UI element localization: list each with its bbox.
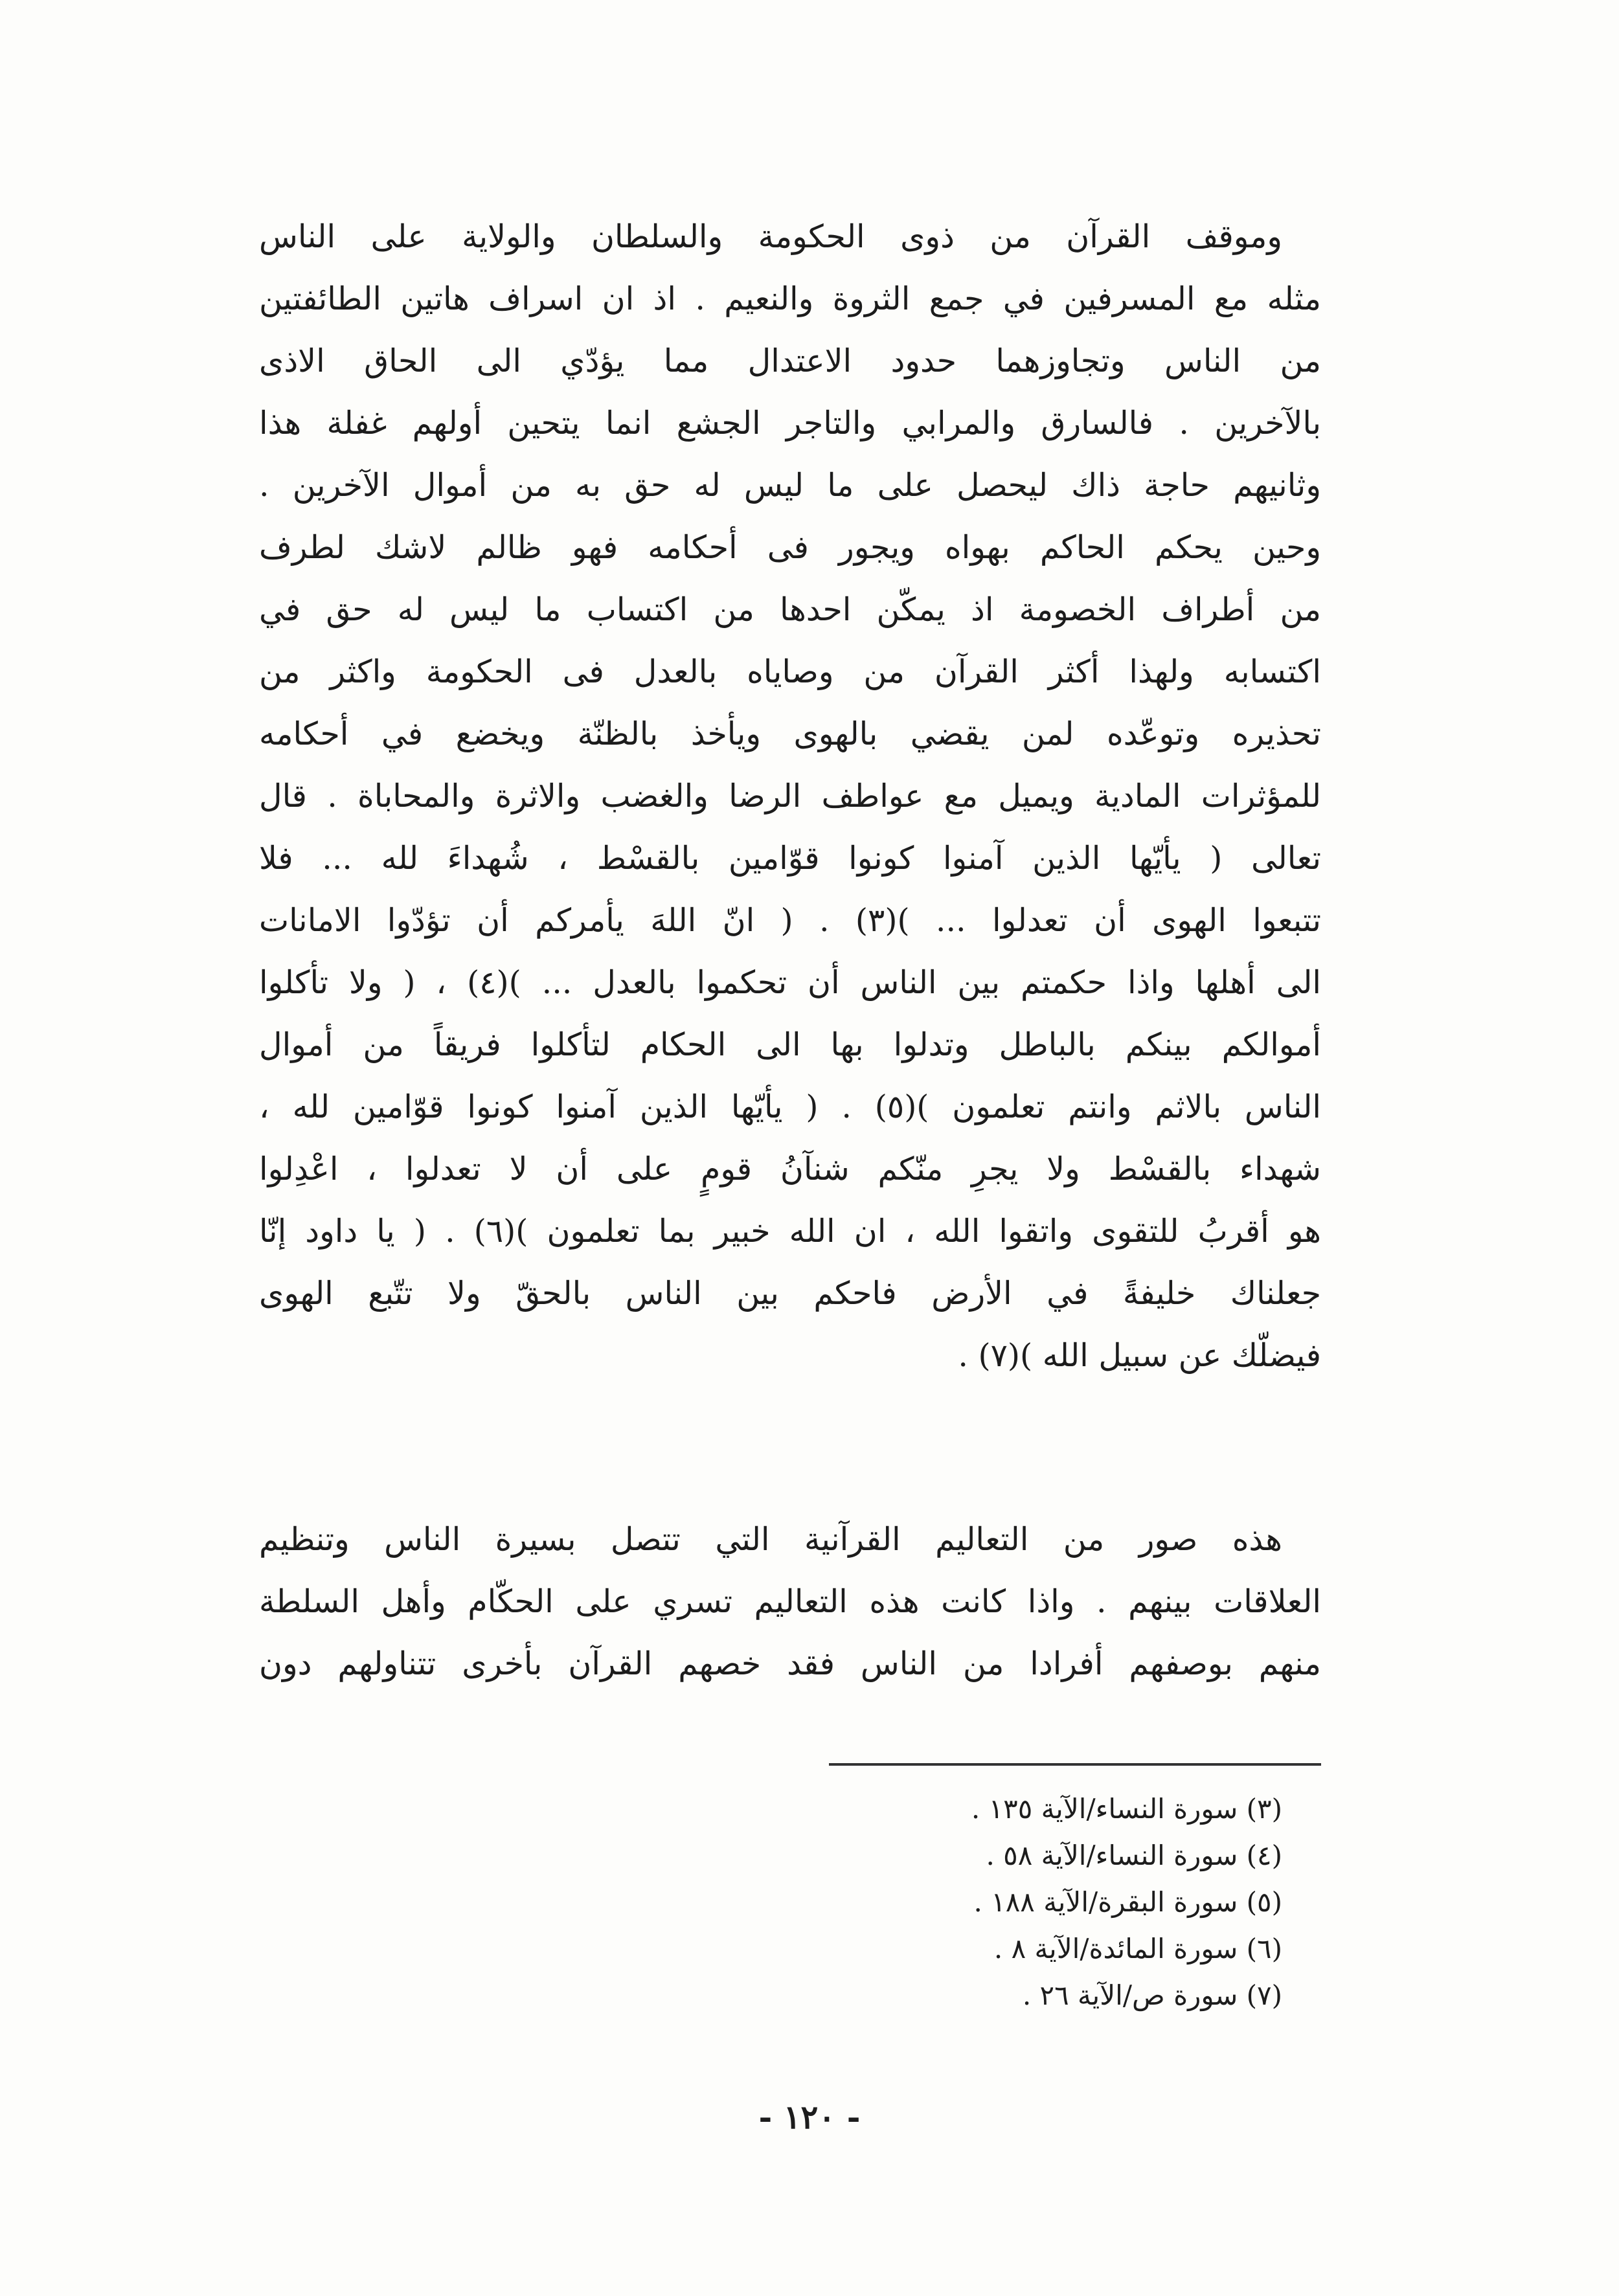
text-line: من أطراف الخصومة اذ يمكّن احدها من اكتساب ما ليس له حق في bbox=[259, 591, 1321, 628]
body-paragraph-2 bbox=[259, 1509, 1321, 1695]
footnotes bbox=[635, 1786, 1282, 2019]
text-line: بالآخرين . فالسارق والمرابي والتاجر الجشع انما يتحين أولهم غفلة هذا bbox=[259, 405, 1321, 442]
text-line: وثانيهم حاجة ذاك ليحصل على ما ليس له حق به من أموال الآخرين . bbox=[259, 467, 1321, 504]
text-line: تعالى ( يأيّها الذين آمنوا كونوا قوّامين بالقسْط ، شُهداءَ لله ... فلا bbox=[259, 840, 1321, 877]
text-line: للمؤثرات المادية ويميل مع عواطف الرضا والغضب والاثرة والمحاباة . قال bbox=[259, 778, 1321, 815]
footnote-item: (٧) سورة ص/الآية ٢٦ . bbox=[1022, 1979, 1282, 2011]
text-line: تحذيره وتوعّده لمن يقضي بالهوى ويأخذ بالظنّة ويخضع في أحكامه bbox=[259, 715, 1321, 752]
text-line: اكتسابه ولهذا أكثر القرآن من وصاياه بالعدل فى الحكومة واكثر من bbox=[259, 653, 1321, 690]
footnote-item: (٥) سورة البقرة/الآية ١٨٨ . bbox=[973, 1886, 1282, 1918]
page-number: - ١٢٠ - bbox=[758, 2098, 861, 2136]
text-line: هذه صور من التعاليم القرآنية التي تتصل بسيرة الناس وتنظيم bbox=[259, 1521, 1282, 1558]
text-line: جعلناك خليفةً في الأرض فاحكم بين الناس بالحقّ ولا تتّبع الهوى bbox=[259, 1275, 1321, 1312]
body-paragraph-1 bbox=[259, 206, 1321, 1387]
text-line: هو أقربُ للتقوى واتقوا الله ، ان الله خبير بما تعلمون )(٦) . ( يا داود إنّا bbox=[259, 1213, 1321, 1250]
text-line: وموقف القرآن من ذوى الحكومة والسلطان والولاية على الناس bbox=[259, 218, 1282, 255]
text-line: من الناس وتجاوزهما حدود الاعتدال مما يؤدّي الى الحاق الاذى bbox=[259, 343, 1321, 379]
text-line: أموالكم بينكم بالباطل وتدلوا بها الى الحكام لتأكلوا فريقاً من أموال bbox=[259, 1026, 1321, 1063]
footnote-item: (٣) سورة النساء/الآية ١٣٥ . bbox=[971, 1793, 1282, 1825]
footnote-item: (٦) سورة المائدة/الآية ٨ . bbox=[993, 1933, 1282, 1964]
text-line: منهم بوصفهم أفرادا من الناس فقد خصهم القرآن بأخرى تتناولهم دون bbox=[259, 1645, 1321, 1682]
text-line: فيضلّك عن سبيل الله )(٧) . bbox=[958, 1337, 1321, 1374]
text-line: وحين يحكم الحاكم بهواه ويجور فى أحكامه فهو ظالم لاشك لطرف bbox=[259, 529, 1321, 566]
text-line: الناس بالاثم وانتم تعلمون )(٥) . ( يأيّها الذين آمنوا كونوا قوّامين لله ، bbox=[259, 1088, 1321, 1125]
footnote-divider bbox=[829, 1763, 1321, 1766]
text-line: تتبعوا الهوى أن تعدلوا ... )(٣) . ( انّ اللهَ يأمركم أن تؤدّوا الامانات bbox=[259, 902, 1321, 939]
footnote-item: (٤) سورة النساء/الآية ٥٨ . bbox=[986, 1840, 1282, 1871]
text-line: الى أهلها واذا حكمتم بين الناس أن تحكموا بالعدل ... )(٤) ، ( ولا تأكلوا bbox=[259, 964, 1321, 1001]
text-line: مثله مع المسرفين في جمع الثروة والنعيم . اذ ان اسراف هاتين الطائفتين bbox=[259, 280, 1321, 317]
text-line: شهداء بالقسْط ولا يجرِ منّكم شنآنُ قومٍ على أن لا تعدلوا ، اعْدِلوا bbox=[259, 1151, 1321, 1187]
text-line: العلاقات بينهم . واذا كانت هذه التعاليم تسري على الحكّام وأهل السلطة bbox=[259, 1583, 1321, 1620]
